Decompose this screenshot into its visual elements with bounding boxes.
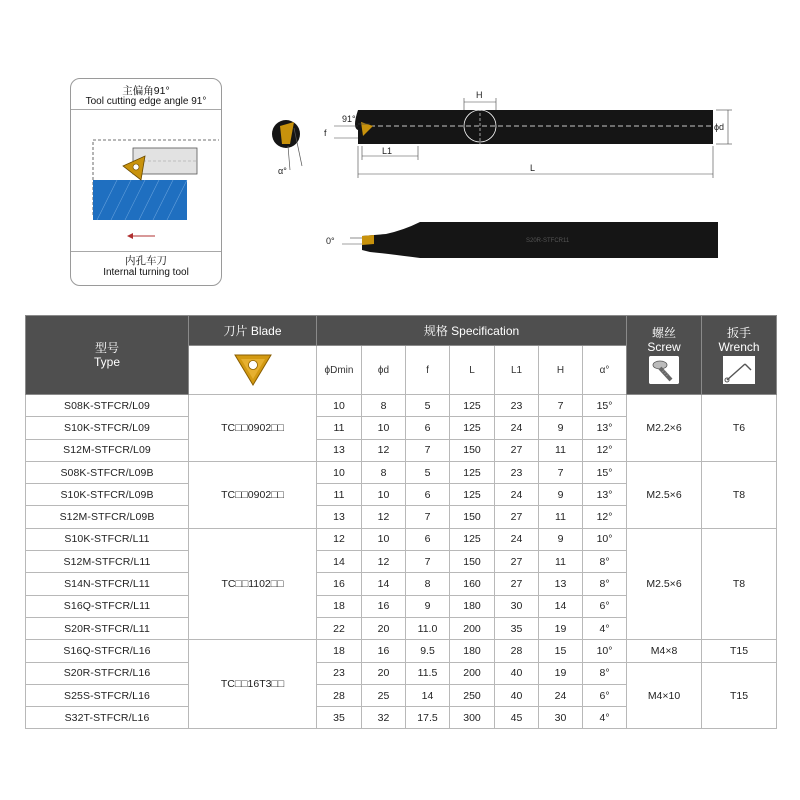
spec-cell-alpha: 8°: [583, 662, 627, 684]
screw-cell: M4×10: [627, 662, 702, 729]
screw-cell: M2.2×6: [627, 395, 702, 462]
type-cell: S08K-STFCR/L09B: [26, 461, 189, 483]
spec-cell-L: 125: [450, 395, 495, 417]
spec-cell-L: 200: [450, 662, 495, 684]
wrench-cell: T8: [702, 528, 777, 639]
spec-cell-L1: 27: [495, 551, 539, 573]
inset-divider-bottom: [71, 251, 221, 252]
spec-cell-alpha: 12°: [583, 506, 627, 528]
spec-cell-d: 14: [362, 573, 406, 595]
col-dmin: ϕDmin: [317, 346, 362, 395]
spec-cell-H: 19: [539, 617, 583, 639]
operation-label-en: Internal turning tool: [103, 267, 189, 278]
col-alpha: α°: [583, 346, 627, 395]
angle-label-cn: 主偏角91°: [122, 85, 170, 97]
spec-cell-dmin: 12: [317, 528, 362, 550]
spec-cell-H: 9: [539, 484, 583, 506]
blade-cell: TC□□0902□□: [189, 395, 317, 462]
type-cell: S12M-STFCR/L11: [26, 551, 189, 573]
spec-cell-L: 150: [450, 439, 495, 461]
operation-label-cn: 内孔车刀: [125, 255, 167, 267]
feed-arrow-icon: [127, 233, 133, 239]
spec-cell-dmin: 14: [317, 551, 362, 573]
table-row: [26, 640, 777, 662]
spec-cell-L1: 30: [495, 595, 539, 617]
spec-cell-dmin: 28: [317, 684, 362, 706]
wrench-cell: T15: [702, 662, 777, 729]
spec-cell-f: 11.5: [406, 662, 450, 684]
spec-cell-L: 125: [450, 484, 495, 506]
alpha-label: α°: [278, 166, 287, 176]
top-shank: [355, 110, 713, 144]
spec-cell-L1: 35: [495, 617, 539, 639]
spec-cell-H: 7: [539, 395, 583, 417]
shank-marking: S20R-STFCR11: [526, 238, 570, 244]
type-cell: S20R-STFCR/L16: [26, 662, 189, 684]
table-row: [26, 528, 777, 550]
blade-insert-icon: [231, 349, 275, 389]
tool-side-view: [320, 210, 730, 270]
spec-cell-alpha: 8°: [583, 551, 627, 573]
spec-cell-f: 6: [406, 484, 450, 506]
spec-cell-d: 16: [362, 595, 406, 617]
angle-91-label: 91°: [342, 114, 356, 124]
d-label: ϕd: [714, 122, 725, 132]
spec-cell-H: 11: [539, 439, 583, 461]
wrench-cell: T6: [702, 395, 777, 462]
spec-cell-d: 12: [362, 439, 406, 461]
spec-cell-f: 9.5: [406, 640, 450, 662]
spec-cell-L: 125: [450, 417, 495, 439]
cutting-angle-inset: [70, 78, 222, 286]
table-row: [26, 461, 777, 483]
type-cell: S25S-STFCR/L16: [26, 684, 189, 706]
spec-cell-d: 10: [362, 484, 406, 506]
table-row: [26, 395, 777, 417]
spec-cell-alpha: 12°: [583, 439, 627, 461]
col-L1: L1: [495, 346, 539, 395]
spec-cell-L1: 40: [495, 684, 539, 706]
wrench-header-cn: 扳手: [727, 326, 752, 340]
spec-cell-H: 11: [539, 551, 583, 573]
spec-cell-dmin: 10: [317, 461, 362, 483]
H-label: H: [476, 90, 483, 100]
screw-cell: M2.5×6: [627, 461, 702, 528]
spec-cell-alpha: 13°: [583, 484, 627, 506]
spec-cell-L1: 23: [495, 395, 539, 417]
spec-cell-H: 9: [539, 528, 583, 550]
spec-cell-alpha: 4°: [583, 707, 627, 729]
spec-cell-alpha: 15°: [583, 395, 627, 417]
spec-cell-f: 7: [406, 551, 450, 573]
spec-cell-f: 7: [406, 506, 450, 528]
spec-cell-L: 125: [450, 528, 495, 550]
col-H: H: [539, 346, 583, 395]
spec-cell-dmin: 11: [317, 417, 362, 439]
f-label: f: [324, 128, 327, 138]
spec-cell-d: 20: [362, 662, 406, 684]
angle-label-en: Tool cutting edge angle 91°: [85, 96, 207, 107]
spec-cell-f: 6: [406, 528, 450, 550]
screw-cell: M2.5×6: [627, 528, 702, 639]
spec-cell-H: 7: [539, 461, 583, 483]
spec-cell-f: 9: [406, 595, 450, 617]
spec-cell-f: 6: [406, 417, 450, 439]
col-L: L: [450, 346, 495, 395]
spec-cell-L: 180: [450, 595, 495, 617]
spec-cell-d: 16: [362, 640, 406, 662]
spec-cell-H: 14: [539, 595, 583, 617]
spec-cell-f: 14: [406, 684, 450, 706]
type-header-en: Type: [93, 355, 120, 369]
type-header: [26, 316, 189, 395]
angle-0-label: 0°: [326, 236, 335, 246]
spec-cell-dmin: 16: [317, 573, 362, 595]
spec-cell-d: 12: [362, 551, 406, 573]
type-cell: S16Q-STFCR/L16: [26, 640, 189, 662]
type-cell: S08K-STFCR/L09: [26, 395, 189, 417]
spec-cell-dmin: 11: [317, 484, 362, 506]
spec-cell-alpha: 6°: [583, 595, 627, 617]
blade-cell: TC□□1102□□: [189, 528, 317, 639]
spec-cell-L1: 24: [495, 484, 539, 506]
spec-cell-L1: 45: [495, 707, 539, 729]
L1-label: L1: [382, 146, 393, 156]
spec-cell-H: 15: [539, 640, 583, 662]
internal-turning-illustration: [71, 110, 221, 250]
wrench-header-en: Wrench: [718, 340, 760, 354]
spec-cell-L1: 27: [495, 439, 539, 461]
table-row: [26, 662, 777, 684]
blade-header: 刀片 Blade: [189, 316, 317, 346]
type-cell: S12M-STFCR/L09B: [26, 506, 189, 528]
spec-cell-f: 5: [406, 461, 450, 483]
spec-cell-alpha: 8°: [583, 573, 627, 595]
tool-dimension-drawing: [258, 88, 738, 188]
spec-cell-d: 25: [362, 684, 406, 706]
spec-header: 规格 Specification: [317, 316, 627, 346]
spec-table-body: [26, 395, 777, 729]
type-cell: S12M-STFCR/L09: [26, 439, 189, 461]
spec-cell-dmin: 13: [317, 506, 362, 528]
spec-cell-H: 24: [539, 684, 583, 706]
spec-cell-L1: 27: [495, 506, 539, 528]
screw-header: [627, 316, 702, 395]
type-header-cn: 型号: [94, 341, 119, 355]
spec-cell-alpha: 6°: [583, 684, 627, 706]
spec-cell-H: 13: [539, 573, 583, 595]
type-cell: S16Q-STFCR/L11: [26, 595, 189, 617]
spec-cell-H: 30: [539, 707, 583, 729]
spec-cell-dmin: 13: [317, 439, 362, 461]
spec-cell-d: 12: [362, 506, 406, 528]
type-cell: S20R-STFCR/L11: [26, 617, 189, 639]
spec-cell-alpha: 13°: [583, 417, 627, 439]
spec-cell-d: 10: [362, 417, 406, 439]
spec-cell-f: 17.5: [406, 707, 450, 729]
wrench-header: [702, 316, 777, 395]
spec-cell-dmin: 10: [317, 395, 362, 417]
spec-cell-H: 11: [539, 506, 583, 528]
spec-cell-alpha: 10°: [583, 528, 627, 550]
type-cell: S10K-STFCR/L11: [26, 528, 189, 550]
spec-cell-L: 150: [450, 506, 495, 528]
spec-cell-dmin: 22: [317, 617, 362, 639]
spec-cell-d: 32: [362, 707, 406, 729]
spec-cell-L: 250: [450, 684, 495, 706]
spec-cell-L1: 24: [495, 528, 539, 550]
spec-cell-dmin: 23: [317, 662, 362, 684]
spec-cell-H: 19: [539, 662, 583, 684]
spec-cell-L1: 40: [495, 662, 539, 684]
spec-cell-L: 150: [450, 551, 495, 573]
spec-cell-L1: 28: [495, 640, 539, 662]
spec-cell-L: 125: [450, 461, 495, 483]
spec-cell-dmin: 18: [317, 640, 362, 662]
spec-cell-d: 10: [362, 528, 406, 550]
spec-cell-alpha: 15°: [583, 461, 627, 483]
wrench-cell: T8: [702, 461, 777, 528]
spec-cell-d: 8: [362, 395, 406, 417]
spec-cell-L: 180: [450, 640, 495, 662]
spec-cell-f: 5: [406, 395, 450, 417]
spec-cell-d: 8: [362, 461, 406, 483]
spec-cell-dmin: 18: [317, 595, 362, 617]
spec-cell-d: 20: [362, 617, 406, 639]
col-d: ϕd: [362, 346, 406, 395]
spec-cell-L: 300: [450, 707, 495, 729]
side-insert: [362, 235, 374, 245]
spec-cell-dmin: 35: [317, 707, 362, 729]
col-f: f: [406, 346, 450, 395]
L-label: L: [530, 163, 536, 173]
screw-header-en: Screw: [647, 340, 681, 354]
spec-cell-alpha: 10°: [583, 640, 627, 662]
type-cell: S32T-STFCR/L16: [26, 707, 189, 729]
spec-cell-alpha: 4°: [583, 617, 627, 639]
wrench-icon: [723, 356, 755, 384]
screw-icon: [649, 356, 679, 384]
spec-cell-H: 9: [539, 417, 583, 439]
wrench-cell: T15: [702, 640, 777, 662]
blade-cell: TC□□0902□□: [189, 461, 317, 528]
type-cell: S10K-STFCR/L09: [26, 417, 189, 439]
spec-cell-L1: 24: [495, 417, 539, 439]
type-cell: S14N-STFCR/L11: [26, 573, 189, 595]
screw-cell: M4×8: [627, 640, 702, 662]
spec-cell-L: 160: [450, 573, 495, 595]
spec-table: [25, 315, 777, 729]
spec-cell-f: 7: [406, 439, 450, 461]
spec-cell-L1: 23: [495, 461, 539, 483]
blade-image-cell: [189, 346, 317, 395]
screw-header-cn: 螺丝: [652, 326, 677, 340]
blade-cell: TC□□16T3□□: [189, 640, 317, 729]
spec-cell-f: 11.0: [406, 617, 450, 639]
spec-cell-L: 200: [450, 617, 495, 639]
spec-cell-f: 8: [406, 573, 450, 595]
type-cell: S10K-STFCR/L09B: [26, 484, 189, 506]
spec-cell-L1: 27: [495, 573, 539, 595]
